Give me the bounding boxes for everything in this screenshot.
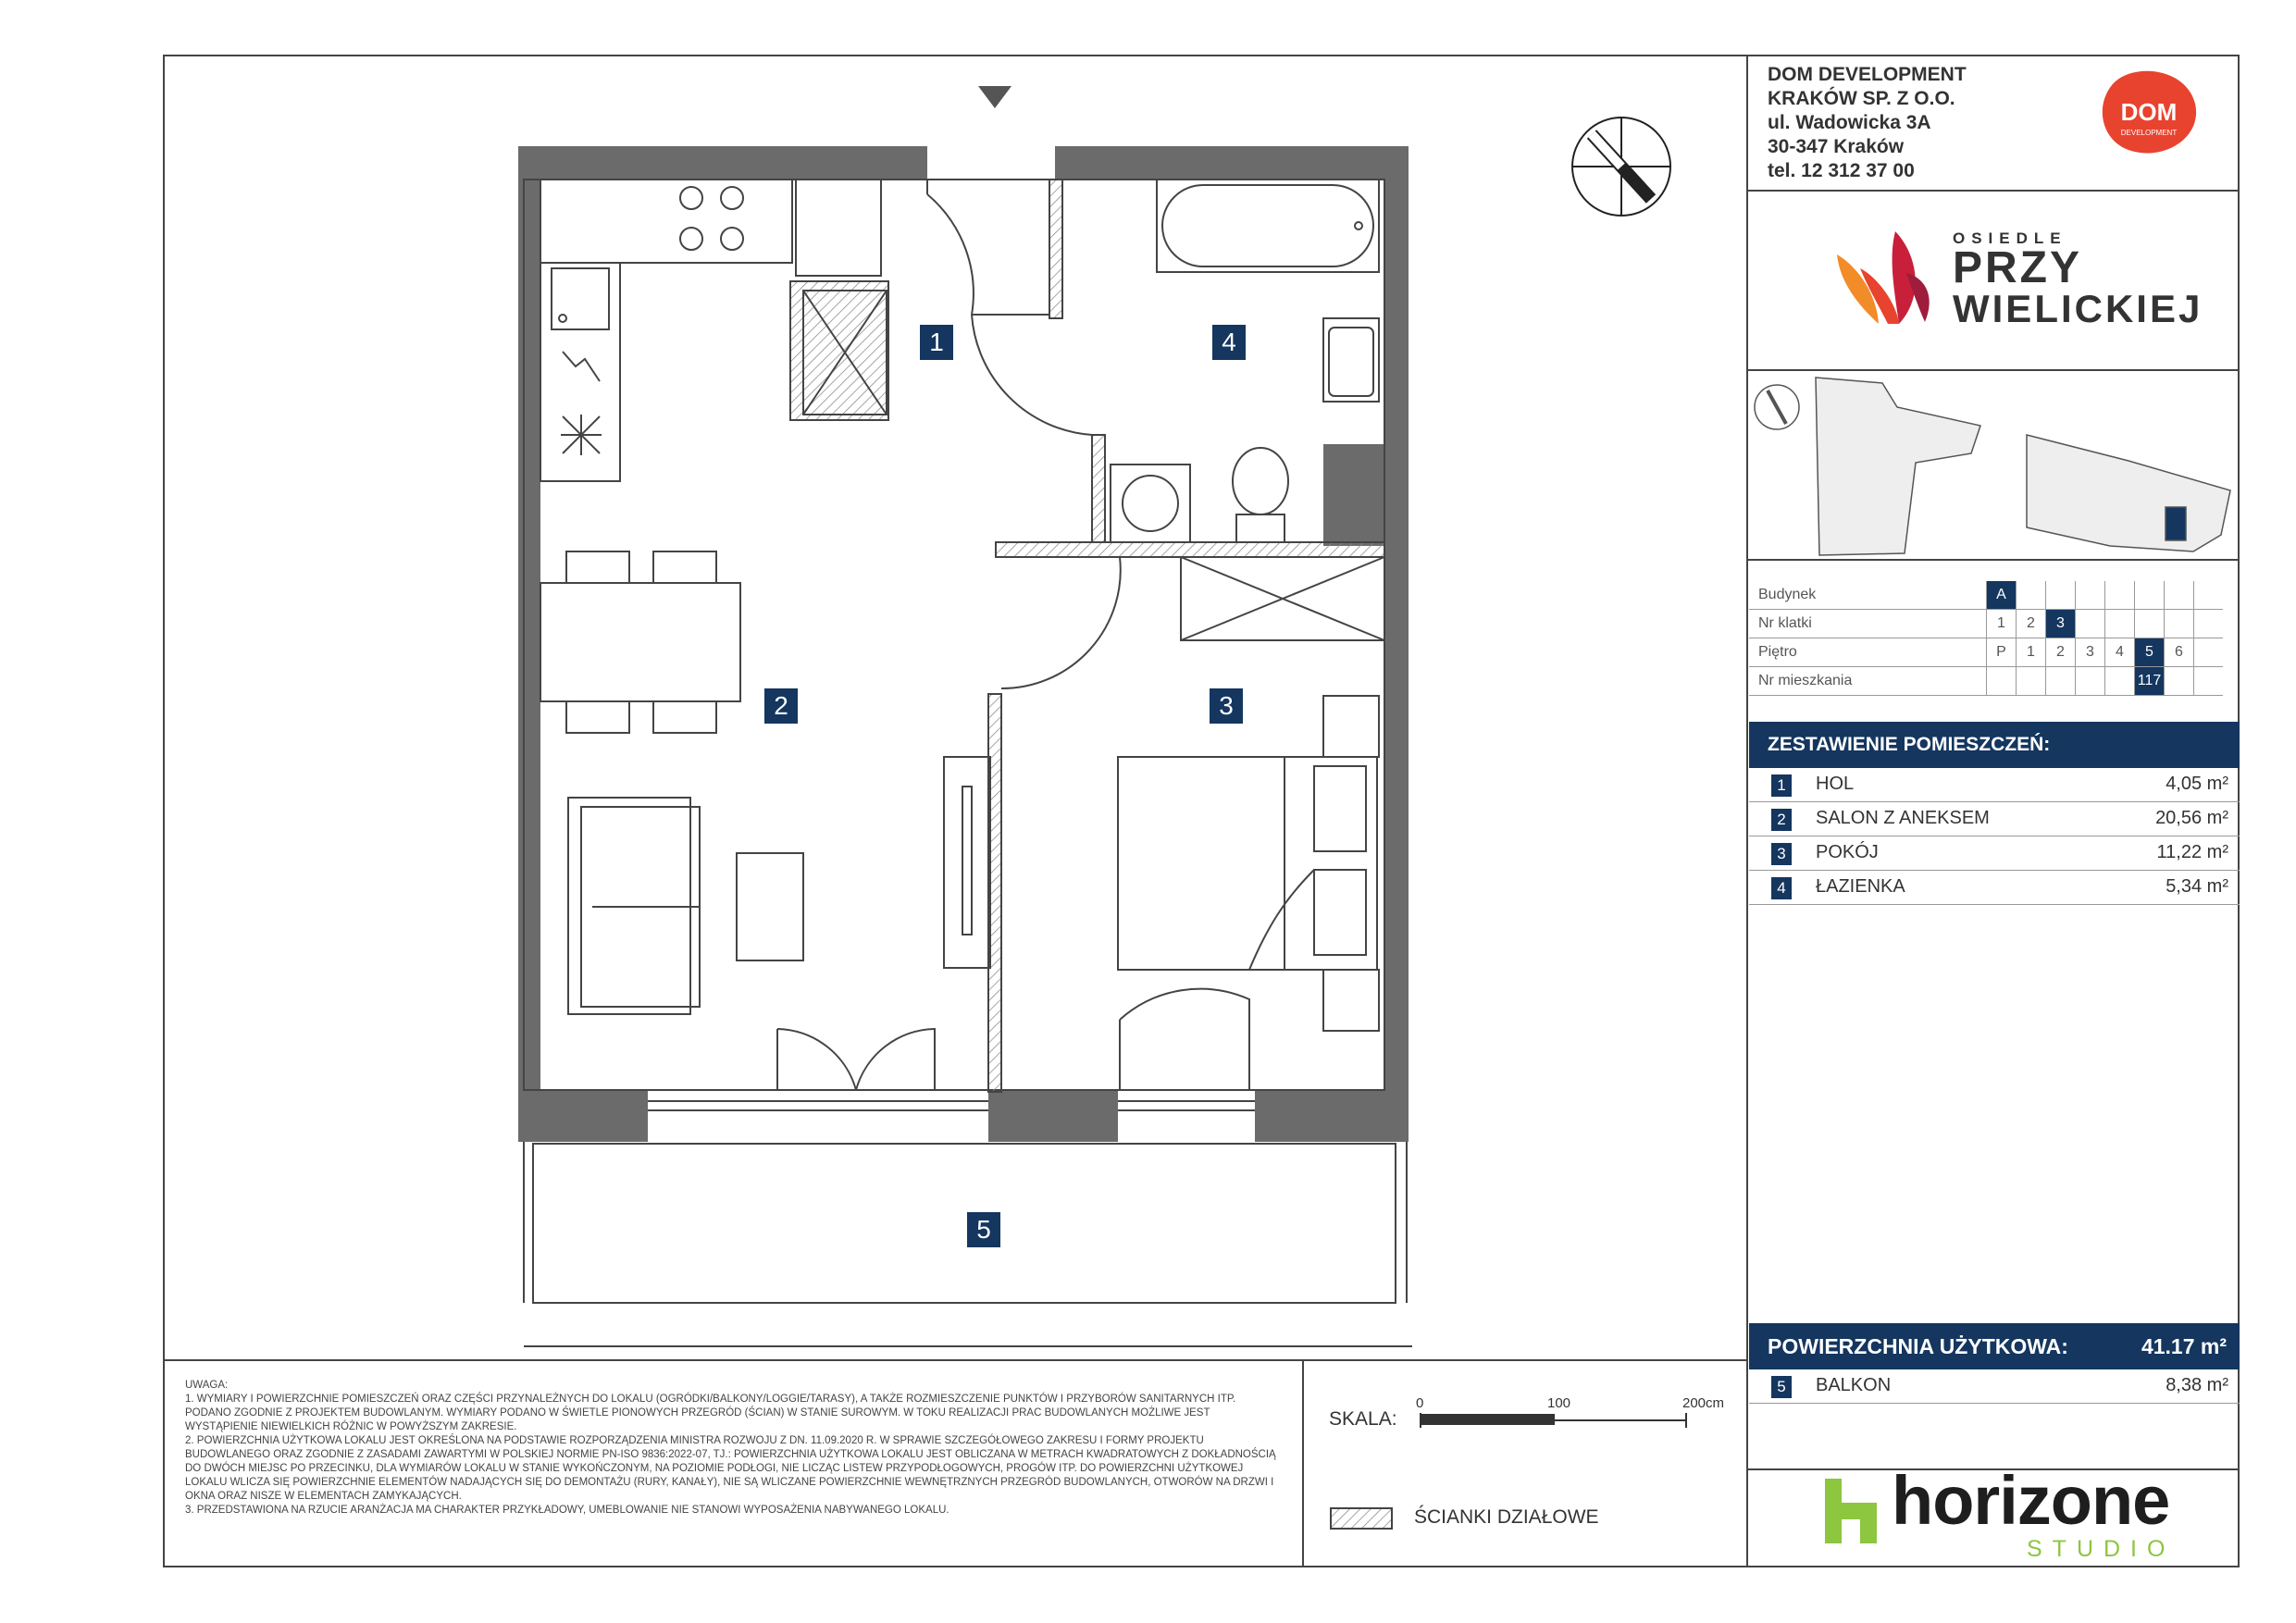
note-item-2: 2. POWIERZCHNIA UŻYTKOWA LOKALU JEST OKREŚLONA NA PODSTAWIE ROZPORZĄDZENIA MINISTRA ROZWOJU Z DN. 11.09.2020 R. W SPRAWIE SZCZEGÓŁOWEGO ZAKRESU I FORMY PROJEKTU BUDOWLANEGO ORAZ ZGODNIE Z ZASADAMI ZAWARTYMI W POLSKIEJ NORMIE PN-ISO 9836:2022-07, TJ.: POWIERZCHNIA UŻYTKOWA LOKALU JEST OBLICZANA W METRACH KWADRATOWYCH Z DOKŁADNOŚCIĄ DO DWÓCH MIEJSC PO PRZECINKU, DLA WYMIARÓW LOKALU W STANIE WYKOŃCZONYM, NA POZIOMIE PODŁOGI, NIE LICZĄC LISTEW PRZYPODŁOGOWYCH, PROGÓW ITP. DO POWIERZCHNI UŻYTKOWEJ LOKALU WLICZA SIĘ POWIERZCHNIE ELEMENTÓW NADAJĄCYCH SIĘ DO DEMONTAŻU (RURY, KANAŁY), NIE SĄ WLICZANE POWIERZCHNIE WEWNĘTRZNYCH PRZEGRÓD BUDOWLANYCH, OTWORÓW NA DRZWI I OKNA ORAZ NISZE W ELEMENTACH ZAMYKAJĄCYCH. xyxy=(185,1435,1276,1502)
dom-logo-subtext: DEVELOPMENT xyxy=(2120,129,2178,137)
room-row xyxy=(1749,836,2240,871)
room-num: 4 xyxy=(1771,877,1792,899)
scale-label: SKALA: xyxy=(1329,1408,1397,1430)
info-cell xyxy=(2165,581,2194,610)
plan-tag-4: 4 xyxy=(1212,325,1246,360)
info-cell: 1 xyxy=(1987,610,2017,638)
balcony-num: 5 xyxy=(1771,1376,1792,1398)
info-cell xyxy=(2046,581,2076,610)
project-line2: WIELICKIEJ xyxy=(1953,287,2203,330)
balcony-row xyxy=(1749,1369,2240,1404)
compass-icon xyxy=(1572,118,1670,216)
info-cell xyxy=(2017,667,2046,696)
dom-logo-text: DOM xyxy=(2120,98,2178,126)
info-row-label: Budynek xyxy=(1749,581,1987,610)
scale-tick-0: 0 xyxy=(1416,1395,1424,1411)
info-cell: 4 xyxy=(2105,638,2135,667)
horizone-studio-label: STUDIO xyxy=(2027,1536,2176,1562)
info-cell: A xyxy=(1987,581,2017,610)
info-cell: P xyxy=(1987,638,2017,667)
room-name: POKÓJ xyxy=(1816,842,1879,862)
info-row xyxy=(1749,667,2223,696)
przy-wielickiej-logo-icon xyxy=(1837,231,1930,324)
project-osiedle: OSIEDLE xyxy=(1953,229,2067,247)
info-cell xyxy=(2165,667,2194,696)
room-name: ŁAZIENKA xyxy=(1816,876,1905,897)
info-cell: 6 xyxy=(2165,638,2194,667)
usable-area-label: POWIERZCHNIA UŻYTKOWA: xyxy=(1768,1334,2068,1358)
plan-tag-3: 3 xyxy=(1210,688,1243,724)
info-cell xyxy=(2076,610,2105,638)
info-cell xyxy=(2194,667,2224,696)
company-name-line2: KRAKÓW SP. Z O.O. xyxy=(1768,88,1955,109)
room-row xyxy=(1749,871,2240,905)
info-row xyxy=(1749,610,2223,638)
room-row xyxy=(1749,768,2240,802)
note-item-3: 3. PRZEDSTAWIONA NA RZUCIE ARANŻACJA MA CHARAKTER PRZYKŁADOWY, UMEBLOWANIE NIE STANOWI WYPOSAŻENIA NABYWANEGO LOKALU. xyxy=(185,1505,949,1516)
plan-tag-2: 2 xyxy=(764,688,798,724)
note-item-1: 1. WYMIARY I POWIERZCHNIE POMIESZCZEŃ ORAZ CZĘŚCI PRZYNALEŻNYCH DO LOKALU (OGRÓDKI/BALKONY/LOGGIE/TARASY), A TAKŻE ROZMIESZCZENIE PUNKTÓW I PRZYBORÓW SANITARNYCH ITP. PODANO ZGODNIE Z PROJEKTEM BUDOWLANYM. WYMIARY PODANO W ŚWIETLE PIONOWYCH PRZEGRÓD (ŚCIAN) W STANIE SUROWYM. W TOKU REALIZACJI PRAC BUDOWLANYCH MOŻLIWE JEST WYSTĄPIENIE NIEWIELKICH RÓŻNIC W POWYŻSZYM ZAKRESIE. xyxy=(185,1394,1236,1432)
partition-legend-label: ŚCIANKI DZIAŁOWE xyxy=(1414,1506,1599,1528)
info-cell: 117 xyxy=(2135,667,2165,696)
room-area: 20,56 m² xyxy=(2155,808,2228,828)
entrance-marker xyxy=(978,86,1011,108)
info-cell: 2 xyxy=(2046,638,2076,667)
info-cell: 3 xyxy=(2076,638,2105,667)
balcony-area: 8,38 m² xyxy=(2166,1375,2228,1395)
room-area: 4,05 m² xyxy=(2166,774,2228,794)
info-cell xyxy=(2135,581,2165,610)
room-area: 5,34 m² xyxy=(2166,876,2228,897)
plan-tag-5: 5 xyxy=(967,1212,1000,1247)
info-cell: 5 xyxy=(2135,638,2165,667)
info-cell xyxy=(2194,581,2224,610)
info-row xyxy=(1749,638,2223,667)
company-info xyxy=(1768,63,1967,183)
balcony-name: BALKON xyxy=(1816,1375,1892,1395)
notes-block xyxy=(185,1379,1277,1518)
apartment-info-table xyxy=(1749,581,2223,696)
company-city: 30-347 Kraków xyxy=(1768,136,1905,157)
company-phone: tel. 12 312 37 00 xyxy=(1768,160,1915,181)
room-area: 11,22 m² xyxy=(2156,842,2228,862)
info-cell xyxy=(2105,667,2135,696)
info-cell xyxy=(2076,581,2105,610)
info-row-label: Piętro xyxy=(1749,638,1987,667)
info-cell: 3 xyxy=(2046,610,2076,638)
room-row xyxy=(1749,802,2240,836)
usable-area-value: 41.17 m² xyxy=(2141,1334,2227,1358)
room-name: SALON Z ANEKSEM xyxy=(1816,808,1990,828)
scale-tick-200: 200cm xyxy=(1682,1395,1725,1411)
info-cell xyxy=(1987,667,2017,696)
company-street: ul. Wadowicka 3A xyxy=(1768,112,1931,133)
info-cell: 1 xyxy=(2017,638,2046,667)
info-cell xyxy=(2105,610,2135,638)
usable-area-bar xyxy=(1749,1323,2240,1369)
horizone-wordmark: horizone xyxy=(1892,1462,2170,1539)
dom-development-logo xyxy=(2093,67,2204,159)
notes-title: UWAGA: xyxy=(185,1380,229,1391)
info-row-label: Nr klatki xyxy=(1749,610,1987,638)
info-row xyxy=(1749,581,2223,610)
plan-tag-1: 1 xyxy=(920,325,953,360)
info-cell xyxy=(2105,581,2135,610)
info-cell xyxy=(2046,667,2076,696)
room-num: 1 xyxy=(1771,774,1792,797)
scale-tick-100: 100 xyxy=(1547,1395,1571,1411)
room-num: 2 xyxy=(1771,809,1792,831)
room-name: HOL xyxy=(1816,774,1855,794)
room-num: 3 xyxy=(1771,843,1792,865)
info-cell xyxy=(2194,638,2224,667)
info-cell xyxy=(2076,667,2105,696)
project-line1: PRZY xyxy=(1953,243,2083,292)
info-cell: 2 xyxy=(2017,610,2046,638)
horizone-logo-icon xyxy=(1825,1479,1884,1543)
info-cell xyxy=(2017,581,2046,610)
info-cell xyxy=(2194,610,2224,638)
info-cell xyxy=(2135,610,2165,638)
rooms-header: ZESTAWIENIE POMIESZCZEŃ: xyxy=(1749,722,2240,768)
info-row-label: Nr mieszkania xyxy=(1749,667,1987,696)
company-name-line1: DOM DEVELOPMENT xyxy=(1768,64,1967,85)
info-cell xyxy=(2165,610,2194,638)
